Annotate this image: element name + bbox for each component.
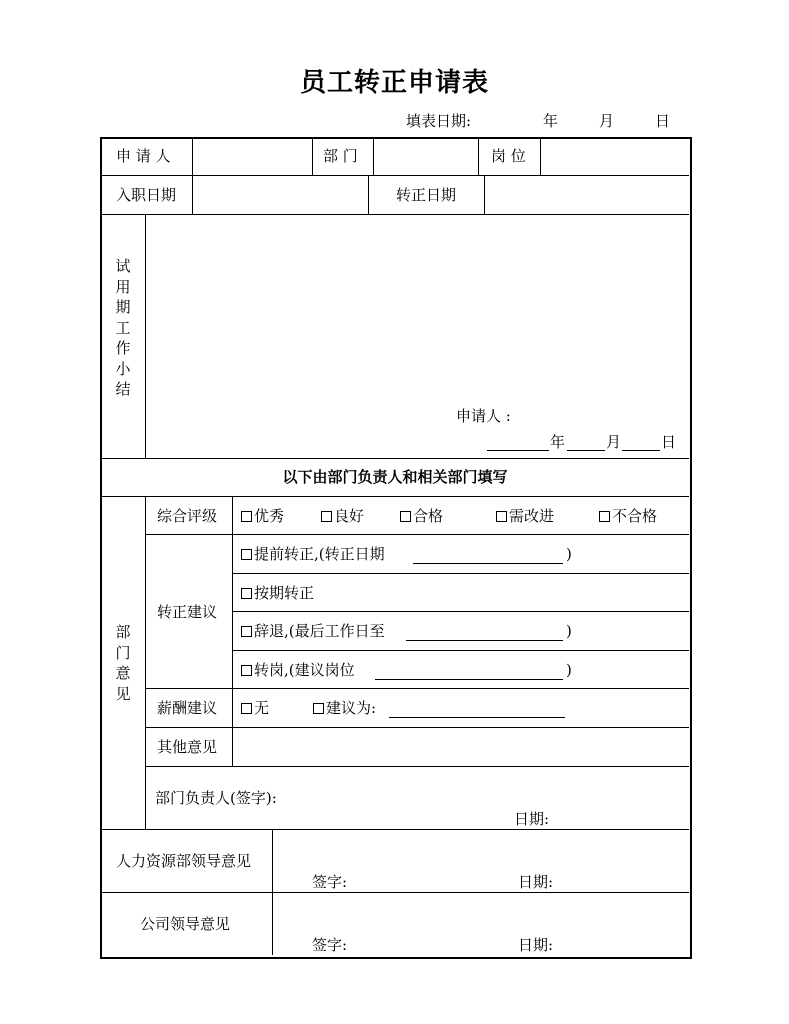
summary-day-line[interactable] — [622, 450, 660, 451]
summary-label-char: 结 — [115, 380, 131, 398]
col-divider — [312, 138, 313, 176]
fill-date-year: 年 — [543, 112, 559, 130]
position-label: 岗 位 — [491, 147, 526, 165]
col-divider — [145, 496, 146, 830]
col-divider — [484, 175, 485, 215]
summary-label-char: 小 — [115, 359, 131, 378]
other-opinion-field[interactable] — [234, 729, 686, 765]
row-divider — [232, 650, 689, 651]
salary-suggest-checkbox[interactable] — [313, 703, 324, 714]
dept-opinion-label-char: 部 — [115, 623, 131, 641]
summary-month: 月 — [606, 433, 622, 451]
summary-label-char: 期 — [115, 298, 131, 316]
dept-head-sign-label: 部门负责人(签字): — [155, 789, 277, 807]
row-divider — [145, 534, 689, 535]
department-label: 部 门 — [323, 147, 358, 165]
hr-date-label: 日期: — [518, 873, 554, 891]
row-divider — [145, 727, 689, 728]
summary-year-line[interactable] — [487, 450, 549, 451]
row-divider — [101, 892, 689, 893]
company-sign-label: 签字: — [312, 936, 348, 954]
row-divider — [232, 611, 689, 612]
rating-improve-checkbox[interactable] — [496, 511, 507, 522]
rating-pass-checkbox[interactable] — [400, 511, 411, 522]
salary-amount-line[interactable] — [389, 717, 565, 718]
row-divider — [145, 688, 689, 689]
early-regular-checkbox[interactable] — [241, 549, 252, 560]
other-opinion-label: 其他意见 — [157, 738, 218, 756]
rating-excellent-checkbox[interactable] — [241, 511, 252, 522]
summary-label-char: 工 — [115, 318, 131, 337]
transfer-position-line[interactable] — [375, 679, 563, 680]
dept-opinion-label-char: 意 — [115, 664, 131, 682]
col-divider — [540, 138, 541, 176]
fill-date-label: 填表日期: — [406, 112, 472, 130]
rating-option: 优秀 — [254, 507, 285, 525]
section-header: 以下由部门负责人和相关部门填写 — [282, 468, 508, 486]
col-divider — [272, 829, 273, 955]
early-regular-text: 提前转正,(转正日期 — [254, 545, 385, 563]
summary-year: 年 — [550, 433, 566, 451]
rating-option: 良好 — [334, 507, 365, 525]
hr-opinion-label: 人力资源部领导意见 — [116, 852, 252, 870]
regular-date-label: 转正日期 — [396, 186, 457, 204]
row-divider — [101, 829, 689, 830]
summary-month-line[interactable] — [567, 450, 605, 451]
fill-date-day: 日 — [655, 112, 671, 130]
entry-date-field[interactable] — [194, 177, 366, 213]
dismiss-checkbox[interactable] — [241, 626, 252, 637]
applicant-label: 申 请 人 — [116, 147, 171, 165]
dept-opinion-label-char: 见 — [115, 684, 131, 703]
rating-label: 综合评级 — [157, 507, 218, 525]
fill-date-month: 月 — [599, 112, 615, 130]
page-title: 员工转正申请表 — [299, 68, 489, 98]
hr-sign-label: 签字: — [312, 873, 348, 891]
row-divider — [101, 496, 689, 497]
position-field[interactable] — [542, 140, 686, 174]
ontime-text: 按期转正 — [254, 584, 315, 602]
dept-opinion-label-char: 门 — [115, 643, 131, 662]
dismiss-text: 辞退,(最后工作日至 — [254, 622, 385, 640]
row-divider — [101, 175, 689, 176]
col-divider — [478, 138, 479, 176]
paren-close: ) — [566, 545, 572, 563]
row-divider — [232, 573, 689, 574]
suggestion-label: 转正建议 — [157, 603, 218, 621]
salary-suggest-text: 建议为: — [326, 699, 377, 717]
rating-good-checkbox[interactable] — [321, 511, 332, 522]
salary-label: 薪酬建议 — [157, 699, 218, 717]
col-divider — [145, 214, 146, 459]
paren-close: ) — [566, 661, 572, 679]
applicant-field[interactable] — [194, 140, 310, 174]
col-divider — [232, 496, 233, 767]
row-divider — [101, 214, 689, 215]
summary-label-char: 作 — [115, 339, 131, 357]
transfer-text: 转岗,(建议岗位 — [254, 661, 355, 679]
ontime-checkbox[interactable] — [241, 588, 252, 599]
summary-day: 日 — [661, 433, 677, 451]
rating-option: 需改进 — [509, 507, 555, 525]
regular-date-field[interactable] — [486, 177, 686, 213]
entry-date-label: 入职日期 — [116, 186, 177, 204]
salary-none-text: 无 — [254, 699, 270, 717]
early-regular-date-line[interactable] — [413, 563, 563, 564]
col-divider — [192, 138, 193, 214]
company-opinion-label: 公司领导意见 — [140, 915, 231, 933]
dept-head-date-label: 日期: — [514, 810, 550, 828]
rating-fail-checkbox[interactable] — [599, 511, 610, 522]
department-field[interactable] — [375, 140, 476, 174]
summary-label — [113, 256, 133, 400]
row-divider — [101, 458, 689, 459]
summary-textarea[interactable] — [147, 216, 686, 406]
dismiss-date-line[interactable] — [406, 640, 563, 641]
rating-option: 不合格 — [612, 507, 658, 525]
dept-opinion-label — [113, 622, 133, 704]
col-divider — [373, 138, 374, 176]
row-divider — [145, 766, 689, 767]
transfer-checkbox[interactable] — [241, 665, 252, 676]
paren-close: ) — [566, 622, 572, 640]
col-divider — [368, 175, 369, 215]
summary-label-char: 试 — [115, 257, 131, 275]
summary-applicant-sign: 申请人 : — [456, 407, 511, 425]
company-date-label: 日期: — [518, 936, 554, 954]
salary-none-checkbox[interactable] — [241, 703, 252, 714]
rating-option: 合格 — [413, 507, 444, 525]
summary-label-char: 用 — [115, 277, 131, 296]
